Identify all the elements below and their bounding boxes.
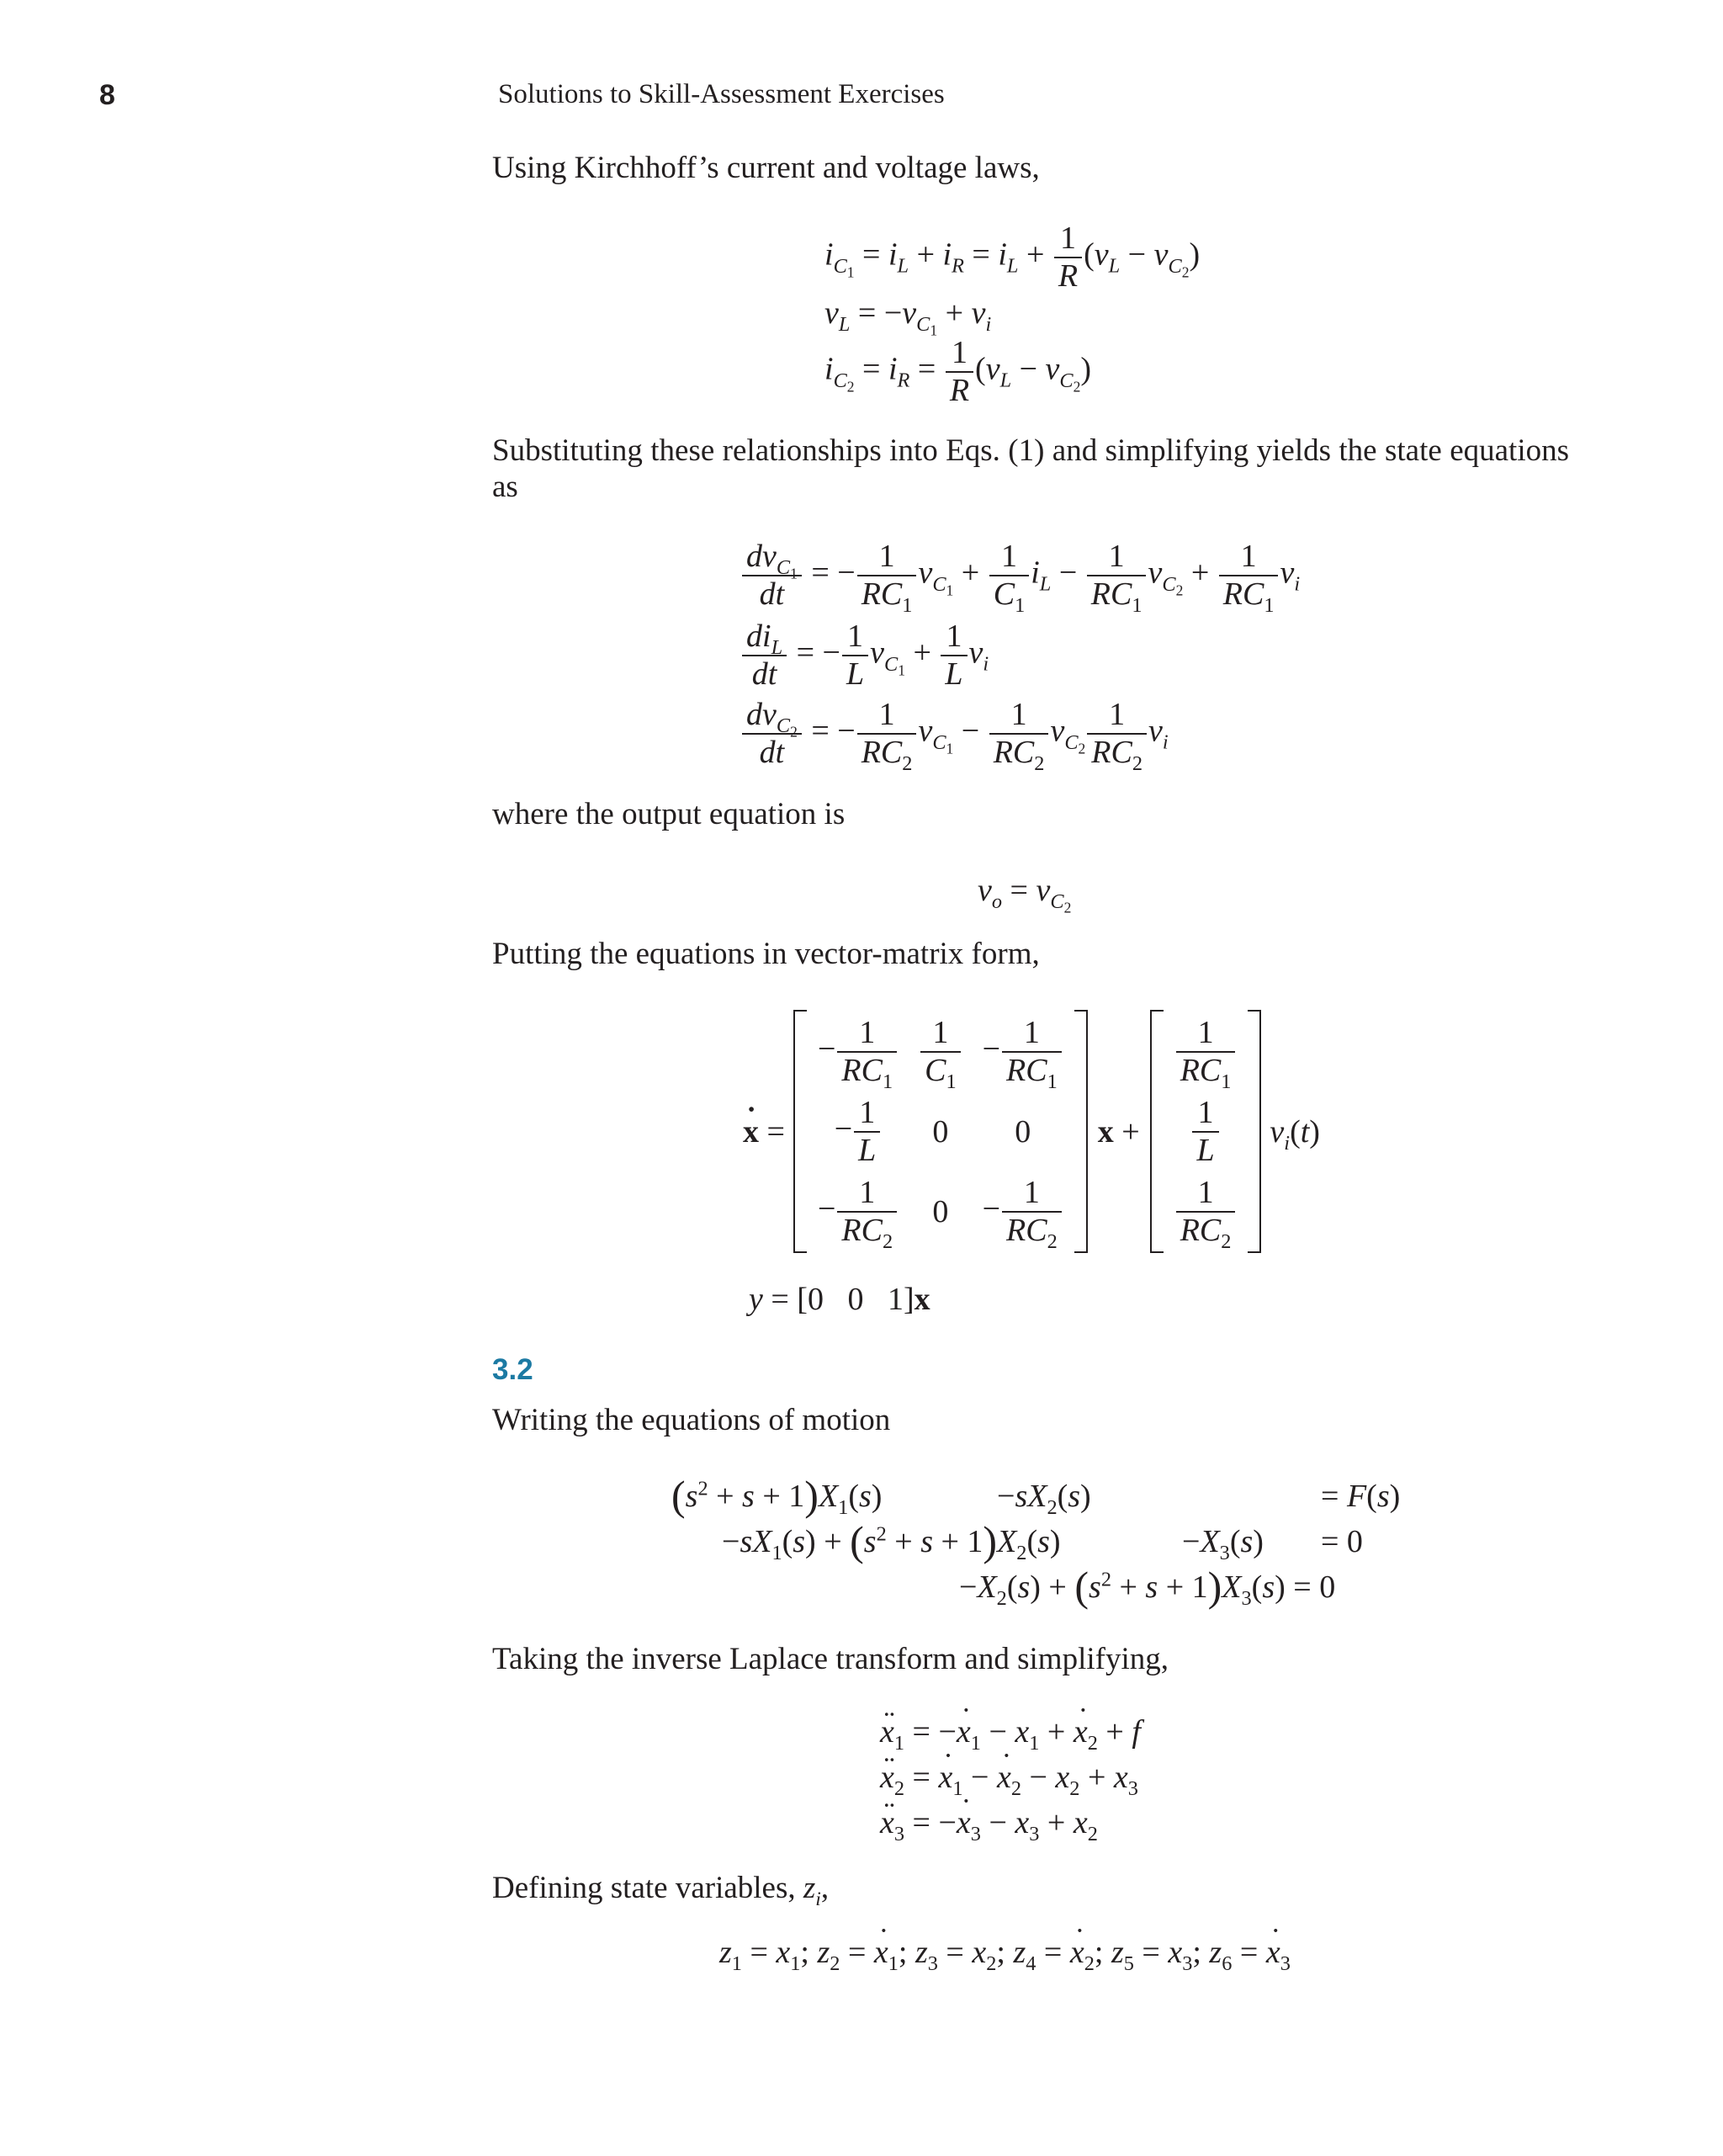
paragraph-output: where the output equation is — [492, 797, 846, 831]
equation-motion-2-term3: $-X_3(s)$ — [1182, 1524, 1264, 1565]
page-number: 8 — [99, 79, 115, 111]
running-head: Solutions to Skill-Assessment Exercises — [498, 79, 945, 109]
equation-ic1: $i_{C_1} = i_L + i_R = i_L$ + $\frac{1}{R}$ $(v_L - v_{C_2})$ — [824, 220, 1201, 294]
paragraph-inverse-laplace: Taking the inverse Laplace transform and simplifying, — [492, 1642, 1169, 1676]
paragraph-vector-matrix: Putting the equations in vector-matrix form, — [492, 937, 1040, 971]
equation-output: $v_o = v_{C_2}$ — [978, 873, 1072, 916]
paragraph-substituting: Substituting these relationships into Eqs. (1) and simplifying yields the state equations as — [492, 433, 1569, 504]
equation-state-definitions: $z_1 = x_1$; $z_2 = x$ $˙_1$; $z_3 = x_2$; $z_4 = x$ $˙_2$; $z_5 = x_3$; $z_6 = x$ $˙_3$ — [719, 1934, 1291, 1971]
equation-motion-2: $-sX_1(s) + (s^2 + s + 1)X_2(s)$ — [722, 1517, 1061, 1565]
equation-time-3: x $¨_3 = -x$ $˙_3 - x_3 + x_2$ — [880, 1804, 1098, 1841]
section-number: 3.2 — [492, 1353, 533, 1386]
equation-motion-1-rhs: = F(s) — [1321, 1479, 1401, 1514]
paragraph-state-variables: Defining state variables, $z_i$, — [492, 1871, 830, 1910]
equation-motion-1-term2: $-sX_2(s)$ — [997, 1479, 1091, 1520]
paragraph-kirchhoff: Using Kirchhoff’s current and voltage laws, — [492, 151, 1040, 185]
equation-state-2: $\frac{di_L}{dt}$ = − $\frac{1}{L}$ $v_{C_1}$ + $\frac{1}{L}$ $v_i$ — [740, 619, 989, 692]
equation-ic2: $i_{C_2} = i_R$ = $\frac{1}{R}$ $(v_L - v_{C_2})$ — [824, 335, 1092, 408]
equation-motion-3: $-X_2(s) + (s^2 + s + 1)X_3(s) = 0$ — [959, 1563, 1336, 1611]
equation-state-1: $\frac{dv_{C_1}}{dt}$ = − $\frac{1}{RC_1}$ $v_{C_1}$ + $\frac{1}{C_1}$ $i_L$ − $\frac{1}{RC_1}$ $v_{C_2}$ + $\frac{1}{RC_1}$ $v_i$ — [740, 539, 1300, 612]
equation-state-matrix: x ˙ = − $\frac{1}{RC_1}$ $\frac{1}{C_1}$ − $\frac{1}{RC_1}$ − $\frac{1}{L}$ 0 0 − $\frac{1}{RC_2}$ 0 − $\frac{1}{RC_2}$ x + $\frac{1}{RC_1}$ $\frac{1}{L}$ $\frac{1}{RC_2}$ $v_i(t)$ — [742, 1010, 1321, 1253]
equation-vl: $v_L = -v_{C_1} + v_i$ — [824, 295, 992, 339]
equation-y-output: y = [0 0 1]x — [749, 1282, 930, 1317]
equation-motion-2-rhs: = 0 — [1321, 1524, 1363, 1559]
equation-time-1: x $¨_1 = -x$ $˙_1 - x_1 + x$ $˙_2 + f$ — [880, 1713, 1141, 1750]
state-variables-text: Defining state variables, — [492, 1871, 796, 1905]
equation-motion-1: $(s^2 + s + 1)X_1(s)$ — [671, 1472, 883, 1520]
paragraph-equations-of-motion: Writing the equations of motion — [492, 1403, 891, 1437]
equation-time-2: x $¨_2 = x$ $˙_1 - x$ $˙_2 - x_2 + x_3$ — [880, 1759, 1138, 1796]
equation-state-3: $\frac{dv_{C_2}}{dt}$ = − $\frac{1}{RC_2}$ $v_{C_1}$ − $\frac{1}{RC_2}$ $v_{C_2}$ $\frac{1}{RC_2}$ $v_i$ — [740, 697, 1169, 770]
